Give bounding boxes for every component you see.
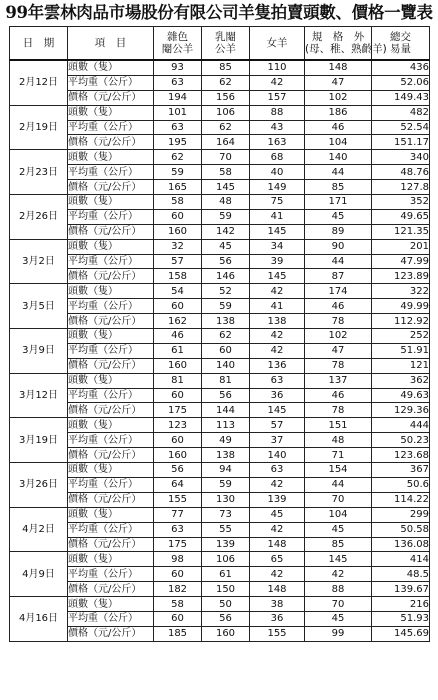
- value-cell: 44: [305, 165, 372, 180]
- total-cell: 50.6: [372, 477, 430, 492]
- value-cell: 58: [202, 165, 250, 180]
- row-label: 價格（元/公斤）: [68, 135, 154, 150]
- total-cell: 123.68: [372, 448, 430, 463]
- value-cell: 162: [154, 314, 202, 329]
- row-label: 頭數（隻）: [68, 239, 154, 254]
- table-row-avg-weight: [10, 209, 430, 224]
- value-cell: 36: [250, 611, 305, 626]
- value-cell: 151: [305, 418, 372, 433]
- table-row-price: [10, 582, 430, 597]
- value-cell: 94: [202, 463, 250, 478]
- value-cell: 42: [250, 343, 305, 358]
- value-cell: 160: [154, 358, 202, 373]
- total-cell: 149.43: [372, 90, 430, 105]
- value-cell: 41: [250, 209, 305, 224]
- value-cell: 42: [250, 477, 305, 492]
- value-cell: 106: [202, 105, 250, 120]
- total-cell: 299: [372, 507, 430, 522]
- row-label: 頭數（隻）: [68, 105, 154, 120]
- value-cell: 46: [305, 120, 372, 135]
- date-cell: 3月26日: [10, 463, 68, 508]
- row-label: 頭數（隻）: [68, 195, 154, 210]
- value-cell: 42: [250, 522, 305, 537]
- row-label: 頭數（隻）: [68, 60, 154, 75]
- table-row-avg-weight: [10, 75, 430, 90]
- table-row-avg-weight: [10, 567, 430, 582]
- value-cell: 63: [154, 75, 202, 90]
- table-row-price: [10, 269, 430, 284]
- value-cell: 52: [202, 284, 250, 299]
- row-label: 平均重（公斤）: [68, 120, 154, 135]
- table-row-head-count: [10, 552, 430, 567]
- value-cell: 56: [154, 463, 202, 478]
- value-cell: 155: [250, 626, 305, 641]
- value-cell: 70: [305, 597, 372, 612]
- table-row-head-count: [10, 150, 430, 165]
- total-cell: 49.65: [372, 209, 430, 224]
- value-cell: 85: [305, 180, 372, 195]
- value-cell: 78: [305, 314, 372, 329]
- value-cell: 81: [154, 373, 202, 388]
- total-cell: 47.99: [372, 254, 430, 269]
- value-cell: 60: [154, 299, 202, 314]
- table-row-head-count: [10, 329, 430, 344]
- value-cell: 140: [305, 150, 372, 165]
- total-cell: 50.23: [372, 433, 430, 448]
- total-cell: 145.69: [372, 626, 430, 641]
- value-cell: 157: [250, 90, 305, 105]
- row-label: 價格（元/公斤）: [68, 90, 154, 105]
- table-row-avg-weight: [10, 254, 430, 269]
- value-cell: 38: [250, 597, 305, 612]
- date-cell: 3月12日: [10, 373, 68, 418]
- row-label: 平均重（公斤）: [68, 343, 154, 358]
- value-cell: 57: [250, 418, 305, 433]
- row-label: 價格（元/公斤）: [68, 314, 154, 329]
- table-row-price: [10, 403, 430, 418]
- value-cell: 101: [154, 105, 202, 120]
- value-cell: 164: [202, 135, 250, 150]
- table-row-price: [10, 224, 430, 239]
- row-label: 價格（元/公斤）: [68, 582, 154, 597]
- value-cell: 60: [154, 388, 202, 403]
- total-cell: 322: [372, 284, 430, 299]
- date-cell: 3月5日: [10, 284, 68, 329]
- value-cell: 148: [305, 60, 372, 75]
- value-cell: 186: [305, 105, 372, 120]
- value-cell: 44: [305, 477, 372, 492]
- row-label: 頭數（隻）: [68, 463, 154, 478]
- table-row-head-count: [10, 507, 430, 522]
- total-cell: 414: [372, 552, 430, 567]
- row-label: 價格（元/公斤）: [68, 224, 154, 239]
- row-label: 價格（元/公斤）: [68, 269, 154, 284]
- row-label: 平均重（公斤）: [68, 388, 154, 403]
- value-cell: 59: [202, 209, 250, 224]
- table-row-head-count: [10, 597, 430, 612]
- row-label: 頭數（隻）: [68, 597, 154, 612]
- value-cell: 59: [202, 477, 250, 492]
- total-cell: 444: [372, 418, 430, 433]
- value-cell: 140: [202, 358, 250, 373]
- total-cell: 121: [372, 358, 430, 373]
- total-cell: 139.67: [372, 582, 430, 597]
- value-cell: 60: [154, 567, 202, 582]
- total-cell: 436: [372, 60, 430, 75]
- value-cell: 45: [202, 239, 250, 254]
- value-cell: 45: [305, 611, 372, 626]
- value-cell: 63: [250, 463, 305, 478]
- value-cell: 145: [202, 180, 250, 195]
- total-cell: 129.36: [372, 403, 430, 418]
- row-label: 頭數（隻）: [68, 418, 154, 433]
- row-label: 價格（元/公斤）: [68, 448, 154, 463]
- row-label: 價格（元/公斤）: [68, 403, 154, 418]
- row-label: 平均重（公斤）: [68, 611, 154, 626]
- total-cell: 114.22: [372, 492, 430, 507]
- value-cell: 57: [154, 254, 202, 269]
- table-row-price: [10, 314, 430, 329]
- value-cell: 49: [202, 433, 250, 448]
- header-non-standard: 規 格 外 (母、稚、熟齡羊): [305, 27, 372, 61]
- value-cell: 174: [305, 284, 372, 299]
- row-label: 頭數（隻）: [68, 507, 154, 522]
- value-cell: 56: [202, 611, 250, 626]
- header-total-volume: 總交 易量: [372, 27, 430, 61]
- value-cell: 47: [305, 343, 372, 358]
- date-cell: 3月19日: [10, 418, 68, 463]
- value-cell: 145: [305, 552, 372, 567]
- value-cell: 64: [154, 477, 202, 492]
- value-cell: 88: [305, 582, 372, 597]
- value-cell: 85: [202, 60, 250, 75]
- date-cell: 2月12日: [10, 60, 68, 105]
- value-cell: 41: [250, 299, 305, 314]
- row-label: 價格（元/公斤）: [68, 492, 154, 507]
- value-cell: 158: [154, 269, 202, 284]
- row-label: 價格（元/公斤）: [68, 626, 154, 641]
- total-cell: 151.17: [372, 135, 430, 150]
- header-dairy-wether: 乳閹 公羊: [202, 27, 250, 61]
- value-cell: 42: [250, 75, 305, 90]
- date-cell: 4月9日: [10, 552, 68, 597]
- value-cell: 113: [202, 418, 250, 433]
- value-cell: 32: [154, 239, 202, 254]
- row-label: 頭數（隻）: [68, 284, 154, 299]
- header-item: 項 目: [68, 27, 154, 61]
- total-cell: 201: [372, 239, 430, 254]
- value-cell: 60: [154, 433, 202, 448]
- value-cell: 104: [305, 507, 372, 522]
- total-cell: 50.58: [372, 522, 430, 537]
- value-cell: 45: [305, 209, 372, 224]
- table-row-head-count: [10, 105, 430, 120]
- auction-table: [9, 26, 430, 642]
- value-cell: 185: [154, 626, 202, 641]
- date-cell: 3月9日: [10, 329, 68, 374]
- table-row-price: [10, 180, 430, 195]
- value-cell: 136: [250, 358, 305, 373]
- row-label: 平均重（公斤）: [68, 299, 154, 314]
- table-row-avg-weight: [10, 477, 430, 492]
- value-cell: 59: [202, 299, 250, 314]
- value-cell: 63: [154, 522, 202, 537]
- value-cell: 160: [154, 224, 202, 239]
- value-cell: 145: [250, 269, 305, 284]
- table-row-avg-weight: [10, 522, 430, 537]
- row-label: 平均重（公斤）: [68, 477, 154, 492]
- table-row-head-count: [10, 195, 430, 210]
- value-cell: 58: [154, 195, 202, 210]
- value-cell: 150: [202, 582, 250, 597]
- total-cell: 52.06: [372, 75, 430, 90]
- table-row-price: [10, 492, 430, 507]
- value-cell: 138: [250, 314, 305, 329]
- value-cell: 39: [250, 254, 305, 269]
- table-row-head-count: [10, 418, 430, 433]
- value-cell: 106: [202, 552, 250, 567]
- value-cell: 46: [305, 388, 372, 403]
- value-cell: 37: [250, 433, 305, 448]
- value-cell: 59: [154, 165, 202, 180]
- row-label: 平均重（公斤）: [68, 75, 154, 90]
- header-ewe: 女羊: [250, 27, 305, 61]
- value-cell: 110: [250, 60, 305, 75]
- value-cell: 138: [202, 314, 250, 329]
- value-cell: 102: [305, 90, 372, 105]
- total-cell: 216: [372, 597, 430, 612]
- value-cell: 148: [250, 537, 305, 552]
- value-cell: 182: [154, 582, 202, 597]
- total-cell: 127.8: [372, 180, 430, 195]
- value-cell: 85: [305, 537, 372, 552]
- row-label: 平均重（公斤）: [68, 433, 154, 448]
- value-cell: 50: [202, 597, 250, 612]
- total-cell: 48.5: [372, 567, 430, 582]
- value-cell: 42: [250, 284, 305, 299]
- row-label: 平均重（公斤）: [68, 165, 154, 180]
- value-cell: 42: [250, 329, 305, 344]
- total-cell: 112.92: [372, 314, 430, 329]
- table-row-head-count: [10, 60, 430, 75]
- value-cell: 61: [202, 567, 250, 582]
- value-cell: 77: [154, 507, 202, 522]
- date-cell: 4月16日: [10, 597, 68, 642]
- date-cell: 2月23日: [10, 150, 68, 195]
- value-cell: 63: [154, 120, 202, 135]
- table-row-price: [10, 135, 430, 150]
- total-cell: 123.89: [372, 269, 430, 284]
- value-cell: 62: [202, 329, 250, 344]
- row-label: 頭數（隻）: [68, 373, 154, 388]
- total-cell: 362: [372, 373, 430, 388]
- value-cell: 45: [250, 507, 305, 522]
- value-cell: 48: [202, 195, 250, 210]
- value-cell: 90: [305, 239, 372, 254]
- row-label: 頭數（隻）: [68, 552, 154, 567]
- value-cell: 87: [305, 269, 372, 284]
- value-cell: 171: [305, 195, 372, 210]
- value-cell: 47: [305, 75, 372, 90]
- value-cell: 81: [202, 373, 250, 388]
- value-cell: 46: [154, 329, 202, 344]
- value-cell: 78: [305, 403, 372, 418]
- row-label: 平均重（公斤）: [68, 567, 154, 582]
- value-cell: 175: [154, 537, 202, 552]
- table-row-head-count: [10, 373, 430, 388]
- value-cell: 65: [250, 552, 305, 567]
- total-cell: 482: [372, 105, 430, 120]
- value-cell: 139: [202, 537, 250, 552]
- value-cell: 156: [202, 90, 250, 105]
- value-cell: 62: [154, 150, 202, 165]
- table-row-head-count: [10, 284, 430, 299]
- total-cell: 49.99: [372, 299, 430, 314]
- table-row-avg-weight: [10, 165, 430, 180]
- value-cell: 142: [202, 224, 250, 239]
- value-cell: 78: [305, 358, 372, 373]
- value-cell: 56: [202, 388, 250, 403]
- page-title: 99年雲林肉品市場股份有限公司羊隻拍賣頭數、價格一覽表: [5, 3, 433, 22]
- value-cell: 73: [202, 507, 250, 522]
- table-row-price: [10, 448, 430, 463]
- total-cell: 49.63: [372, 388, 430, 403]
- table-row-avg-weight: [10, 611, 430, 626]
- total-cell: 51.91: [372, 343, 430, 358]
- value-cell: 138: [202, 448, 250, 463]
- table-row-head-count: [10, 463, 430, 478]
- row-label: 平均重（公斤）: [68, 254, 154, 269]
- row-label: 平均重（公斤）: [68, 522, 154, 537]
- value-cell: 155: [154, 492, 202, 507]
- row-label: 頭數（隻）: [68, 329, 154, 344]
- value-cell: 89: [305, 224, 372, 239]
- total-cell: 252: [372, 329, 430, 344]
- row-label: 價格（元/公斤）: [68, 358, 154, 373]
- header-row: [10, 27, 430, 61]
- row-label: 頭數（隻）: [68, 150, 154, 165]
- value-cell: 148: [250, 582, 305, 597]
- value-cell: 139: [250, 492, 305, 507]
- row-label: 價格（元/公斤）: [68, 537, 154, 552]
- value-cell: 75: [250, 195, 305, 210]
- value-cell: 56: [202, 254, 250, 269]
- value-cell: 54: [154, 284, 202, 299]
- table-row-avg-weight: [10, 433, 430, 448]
- value-cell: 175: [154, 403, 202, 418]
- value-cell: 36: [250, 388, 305, 403]
- value-cell: 88: [250, 105, 305, 120]
- total-cell: 136.08: [372, 537, 430, 552]
- table-row-price: [10, 537, 430, 552]
- total-cell: 52.54: [372, 120, 430, 135]
- value-cell: 99: [305, 626, 372, 641]
- value-cell: 70: [202, 150, 250, 165]
- value-cell: 145: [250, 224, 305, 239]
- value-cell: 40: [250, 165, 305, 180]
- value-cell: 58: [154, 597, 202, 612]
- value-cell: 43: [250, 120, 305, 135]
- value-cell: 70: [305, 492, 372, 507]
- total-cell: 51.93: [372, 611, 430, 626]
- value-cell: 71: [305, 448, 372, 463]
- value-cell: 42: [250, 567, 305, 582]
- value-cell: 34: [250, 239, 305, 254]
- table-row-avg-weight: [10, 343, 430, 358]
- header-date: 日 期: [10, 27, 68, 61]
- date-cell: 3月2日: [10, 239, 68, 284]
- value-cell: 130: [202, 492, 250, 507]
- total-cell: 367: [372, 463, 430, 478]
- value-cell: 165: [154, 180, 202, 195]
- value-cell: 137: [305, 373, 372, 388]
- value-cell: 160: [202, 626, 250, 641]
- value-cell: 140: [250, 448, 305, 463]
- value-cell: 104: [305, 135, 372, 150]
- value-cell: 48: [305, 433, 372, 448]
- row-label: 價格（元/公斤）: [68, 180, 154, 195]
- value-cell: 62: [202, 120, 250, 135]
- value-cell: 68: [250, 150, 305, 165]
- table-row-head-count: [10, 239, 430, 254]
- value-cell: 60: [202, 343, 250, 358]
- value-cell: 146: [202, 269, 250, 284]
- value-cell: 145: [250, 403, 305, 418]
- value-cell: 60: [154, 611, 202, 626]
- value-cell: 45: [305, 522, 372, 537]
- value-cell: 62: [202, 75, 250, 90]
- date-cell: 4月2日: [10, 507, 68, 552]
- total-cell: 340: [372, 150, 430, 165]
- value-cell: 149: [250, 180, 305, 195]
- date-cell: 2月26日: [10, 195, 68, 240]
- total-cell: 121.35: [372, 224, 430, 239]
- table-row-avg-weight: [10, 299, 430, 314]
- value-cell: 42: [305, 567, 372, 582]
- value-cell: 194: [154, 90, 202, 105]
- table-row-price: [10, 90, 430, 105]
- value-cell: 60: [154, 209, 202, 224]
- value-cell: 46: [305, 299, 372, 314]
- value-cell: 123: [154, 418, 202, 433]
- row-label: 平均重（公斤）: [68, 209, 154, 224]
- value-cell: 154: [305, 463, 372, 478]
- table-row-avg-weight: [10, 120, 430, 135]
- value-cell: 93: [154, 60, 202, 75]
- value-cell: 63: [250, 373, 305, 388]
- value-cell: 160: [154, 448, 202, 463]
- value-cell: 195: [154, 135, 202, 150]
- date-cell: 2月19日: [10, 105, 68, 150]
- total-cell: 48.76: [372, 165, 430, 180]
- value-cell: 98: [154, 552, 202, 567]
- header-mixed-wether: 雜色 閹公羊: [154, 27, 202, 61]
- total-cell: 352: [372, 195, 430, 210]
- value-cell: 102: [305, 329, 372, 344]
- value-cell: 55: [202, 522, 250, 537]
- table-row-price: [10, 626, 430, 641]
- table-row-price: [10, 358, 430, 373]
- table-row-avg-weight: [10, 388, 430, 403]
- value-cell: 144: [202, 403, 250, 418]
- value-cell: 163: [250, 135, 305, 150]
- value-cell: 44: [305, 254, 372, 269]
- value-cell: 61: [154, 343, 202, 358]
